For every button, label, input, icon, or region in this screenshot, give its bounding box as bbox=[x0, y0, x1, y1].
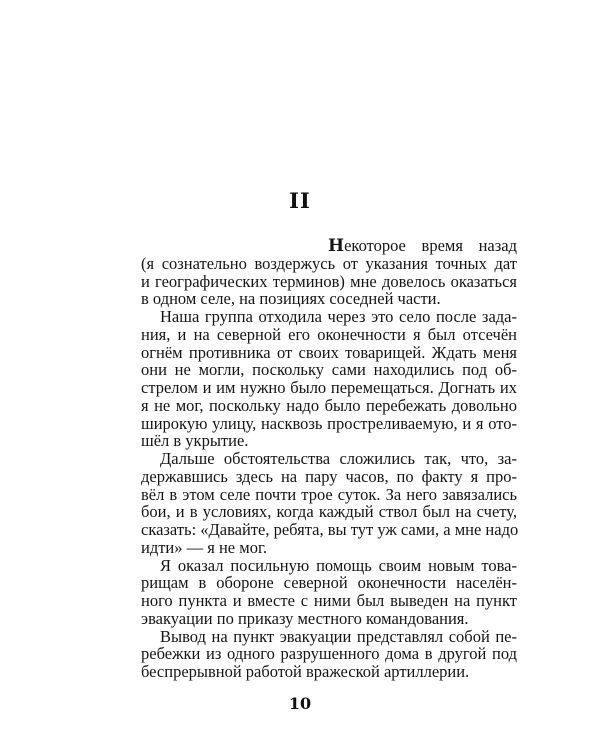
page-number: 10 bbox=[288, 694, 312, 713]
text-line: огнём противника от своих товарищей. Ждать меня bbox=[141, 342, 517, 362]
text-line: шёл в укрытие. bbox=[141, 431, 249, 451]
drop-cap: Н bbox=[328, 236, 345, 256]
text-line: (я сознательно воздержусь от указания точных дат bbox=[141, 253, 517, 273]
text-line: идти» — я не мог. bbox=[141, 537, 267, 557]
text-line: широкую улицу, насквозь простреливаемую, и я ото- bbox=[141, 413, 517, 433]
text-line: сказать: «Давайте, ребята, вы тут уж сами, а мне надо bbox=[141, 520, 519, 539]
text-line: вёл в этом селе почти трое суток. За него завязались bbox=[141, 484, 517, 504]
text-line: державшись здесь на пару часов, по факту я про- bbox=[141, 466, 517, 486]
text-line: я не мог, поскольку надо было перебежать довольно bbox=[141, 395, 517, 415]
text-line: Вывод на пункт эвакуации представлял собой пе- bbox=[160, 626, 517, 646]
text-line: ребежки из одного разрушенного дома в другой под bbox=[141, 644, 517, 664]
text-line-content: екоторое время назад bbox=[344, 236, 517, 255]
text-line: эвакуации по приказу местного командования. bbox=[141, 608, 469, 628]
text-line: в одном селе, на позициях соседней части. bbox=[141, 289, 441, 309]
text-line: Наша группа отходила через это село после зада- bbox=[160, 307, 517, 326]
text-line: они не могли, поскольку сами находились под об- bbox=[141, 360, 517, 380]
text-line: ного пункта и вместе с ними был выведен на пункт bbox=[141, 591, 517, 610]
text-line: Я оказал посильную помощь своим новым това- bbox=[160, 555, 517, 575]
text-line: и географических терминов) мне довелось оказаться bbox=[141, 271, 517, 291]
text-line: рищам в обороне северной оконечности населён- bbox=[141, 573, 517, 593]
chapter-heading: II bbox=[289, 188, 311, 213]
text-line: бои, и в условиях, когда каждый ствол был на счету, bbox=[141, 502, 517, 522]
text-line: стрелом и им нужно было перемещаться. Догнать их bbox=[141, 378, 517, 397]
text-line: ния, и на северной его оконечности я был отсечён bbox=[141, 324, 517, 344]
text-line: беспрерывной работой вражеской артиллерии. bbox=[141, 662, 470, 681]
text-line: Дальше обстоятельства сложились так, что, за- bbox=[160, 449, 517, 468]
